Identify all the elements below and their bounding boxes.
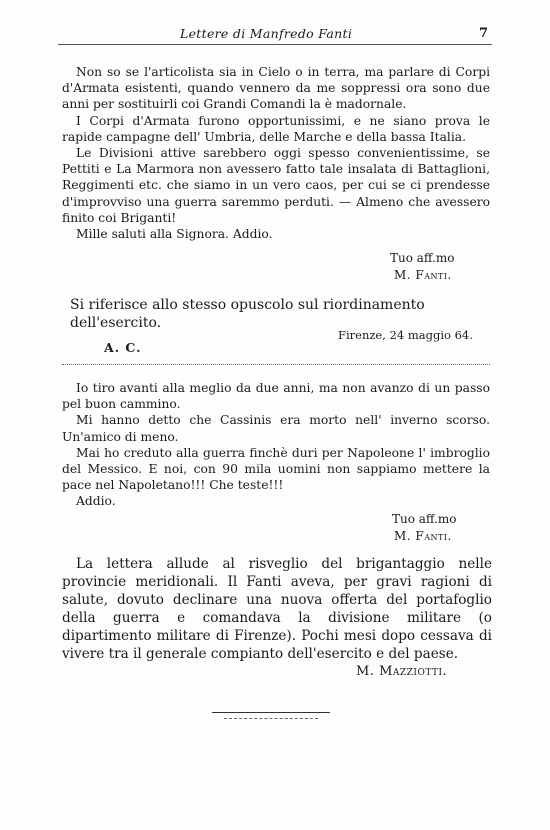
letter-2-signature: M. Fanti.: [394, 529, 452, 543]
letter-1-signature: M. Fanti.: [394, 268, 452, 282]
letter-1-paragraph: Non so se l'articolista sia in Cielo o in terra, ma parlare di Corpi d'Armata esistenti, quando vennero da me soppressi ora sono due anni per sostituirli coi Grandi Comandi la è madornale.: [62, 65, 490, 112]
letter-1-paragraph: Le Divisioni attive sarebbero oggi spesso convenientissime, se Pettiti e La Marmora non avessero fatto tale insalata di Battaglioni, Reggimenti etc. che siamo in un vero caos, per cui se ci prendesse d'improvviso una guerra saremmo perduti. — Almeno che avessero finito coi Briganti!: [62, 146, 490, 225]
note-title: Si riferisce allo stesso opuscolo sul riordinamento dell'esercito.: [70, 297, 425, 331]
page-number: 7: [478, 26, 488, 41]
letter-2-body: [62, 380, 490, 510]
letter-1-closing: Tuo aff.mo: [390, 251, 455, 265]
letter-2-paragraph: Mi hanno detto che Cassinis era morto nell' inverno scorso. Un'amico di meno.: [62, 413, 490, 444]
letter-2-paragraph: Io tiro avanti alla meglio da due anni, ma non avanzo di un passo pel buon cammino.: [62, 381, 490, 412]
letter-2-paragraph: Mai ho creduto alla guerra finchè duri per Napoleone l' imbroglio del Messico. E noi, con 90 mila uomini non sappiamo mettere la pace nel Napoletano!!! Che teste!!!: [62, 445, 490, 493]
editorial-note: [62, 555, 492, 663]
footer-ornament: [224, 718, 318, 719]
letter-2-closing: Tuo aff.mo: [392, 512, 457, 526]
letter-2-addressee: A. C.: [104, 340, 142, 355]
header-rule: [58, 44, 492, 45]
letter-2-paragraph: Addio.: [76, 494, 116, 509]
letter-1-body: [62, 64, 490, 242]
editorial-note-text: La lettera allude al risveglio del brigantaggio nelle provincie meridionali. Il Fanti aveva, per gravi ragioni di salute, dovuto declinare una nuova offerta del portafoglio della guerra e comandava la divisione militare (o dipartimento militare di Firenze). Pochi mesi dopo cessava di vivere tra il generale compianto dell'esercito e del paese.: [62, 556, 492, 662]
footer-rule: [212, 712, 330, 713]
letter-1-paragraph: Mille saluti alla Signora. Addio.: [76, 227, 273, 242]
editorial-note-author: M. Mazziotti.: [356, 664, 448, 679]
letter-1-paragraph: I Corpi d'Armata furono opportunissimi, e ne siano prova le rapide campagne dell' Umbria, delle Marche e della bassa Italia.: [62, 113, 490, 144]
running-title: Lettere di Manfredo Fanti: [180, 26, 353, 41]
letter-2-dateline: Firenze, 24 maggio 64.: [338, 328, 473, 342]
section-divider: [62, 364, 490, 365]
page-header: [0, 26, 550, 44]
